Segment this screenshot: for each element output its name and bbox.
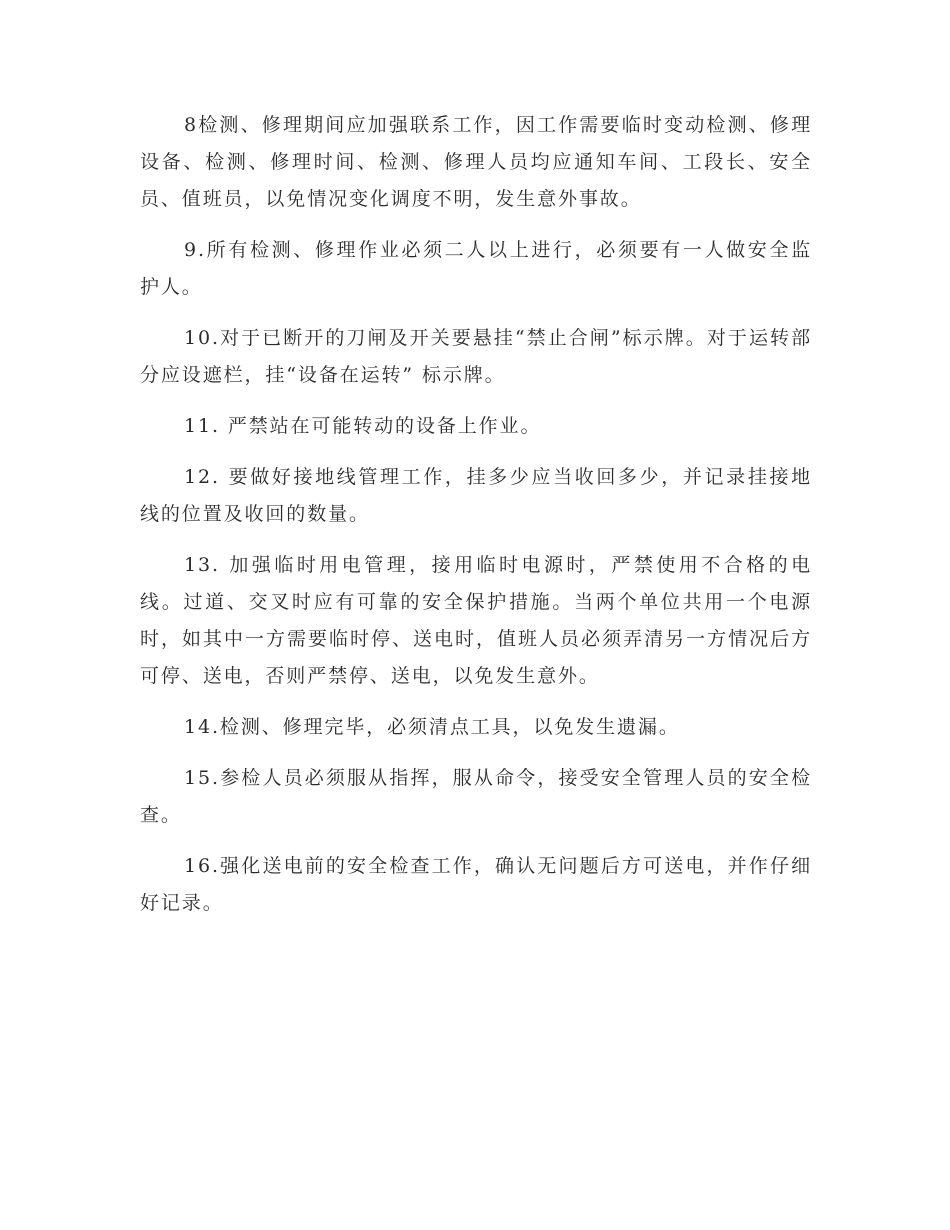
paragraph-item-9: 9.所有检测、修理作业必须二人以上进行，必须要有一人做安全监护人。 — [140, 239, 812, 298]
paragraph-item-13: 13. 加强临时用电管理，接用临时电源时，严禁使用不合格的电线。过道、交叉时应有可靠的安全保护措施。当两个单位共用一个电源时，如其中一方需要临时停、送电时，值班人员必须弄清另一方情况后方可停、送电，否则严禁停、送电，以免发生意外。 — [140, 554, 812, 687]
paragraph-item-11: 11. 严禁站在可能转动的设备上作业。 — [184, 415, 542, 437]
paragraph-item-14: 14.检测、修理完毕，必须清点工具，以免发生遗漏。 — [184, 716, 680, 738]
document-body — [140, 107, 812, 936]
paragraph-item-12: 12. 要做好接地线管理工作，挂多少应当收回多少，并记录挂接地线的位置及收回的数量。 — [140, 466, 812, 525]
paragraph-item-8: 8检测、修理期间应加强联系工作，因工作需要临时变动检测、修理设备、检测、修理时间、检测、修理人员均应通知车间、工段长、安全员、值班员，以免情况变化调度不明，发生意外事故。 — [140, 114, 812, 210]
paragraph-item-15: 15.参检人员必须服从指挥，服从命令，接受安全管理人员的安全检查。 — [140, 767, 812, 826]
paragraph-item-10: 10.对于已断开的刀闸及开关要悬挂“禁止合闸”标示牌。对于运转部分应设遮栏，挂“设备在运转” 标示牌。 — [140, 327, 812, 386]
paragraph-item-16: 16.强化送电前的安全检查工作，确认无问题后方可送电，并作仔细好记录。 — [140, 855, 812, 914]
